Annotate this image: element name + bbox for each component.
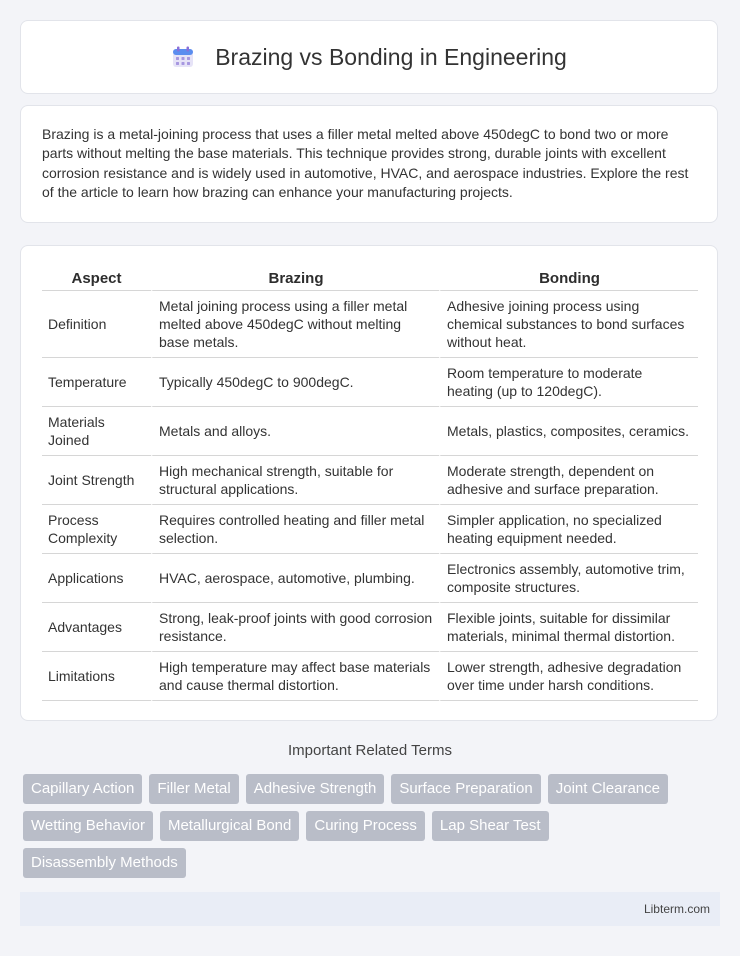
cell-aspect: Temperature [42, 358, 151, 407]
cell-brazing: High temperature may affect base materials and cause thermal distortion. [151, 652, 439, 701]
cell-brazing: High mechanical strength, suitable for structural applications. [151, 456, 439, 505]
table-header-row [42, 266, 698, 291]
related-terms-title: Important Related Terms [288, 742, 452, 759]
cell-bonding: Moderate strength, dependent on adhesive and surface preparation. [439, 456, 698, 505]
calendar-icon [171, 45, 195, 69]
cell-brazing: Metals and alloys. [151, 407, 439, 456]
cell-bonding: Electronics assembly, automotive trim, composite structures. [439, 554, 698, 603]
cell-aspect: Limitations [42, 652, 151, 701]
header-card [20, 20, 718, 94]
table-row [42, 358, 698, 407]
cell-bonding: Simpler application, no specialized heating equipment needed. [439, 505, 698, 554]
cell-aspect: Joint Strength [42, 456, 151, 505]
cell-bonding: Adhesive joining process using chemical substances to bond surfaces without heat. [439, 291, 698, 358]
cell-aspect: Definition [42, 291, 151, 358]
cell-bonding: Metals, plastics, composites, ceramics. [439, 407, 698, 456]
cell-bonding: Room temperature to moderate heating (up to 120degC). [439, 358, 698, 407]
cell-aspect: Materials Joined [42, 407, 151, 456]
page-title: Brazing vs Bonding in Engineering [215, 43, 567, 70]
footer [20, 892, 720, 926]
table-row [42, 603, 698, 652]
cell-bonding: Lower strength, adhesive degradation over time under harsh conditions. [439, 652, 698, 701]
cell-brazing: Typically 450degC to 900degC. [151, 358, 439, 407]
tag-lap-shear-test[interactable]: Lap Shear Test [432, 811, 549, 841]
cell-bonding: Flexible joints, suitable for dissimilar materials, minimal thermal distortion. [439, 603, 698, 652]
cell-aspect: Process Complexity [42, 505, 151, 554]
header-aspect: Aspect [42, 266, 151, 291]
cell-aspect: Applications [42, 554, 151, 603]
cell-brazing: Metal joining process using a filler metal melted above 450degC without melting base metals. [151, 291, 439, 358]
table-row [42, 554, 698, 603]
tag-adhesive-strength[interactable]: Adhesive Strength [246, 774, 385, 804]
intro-card [20, 105, 718, 223]
table-row [42, 505, 698, 554]
tag-joint-clearance[interactable]: Joint Clearance [548, 774, 668, 804]
tag-disassembly-methods[interactable]: Disassembly Methods [23, 848, 186, 878]
intro-text: Brazing is a metal-joining process that uses a filler metal melted above 450degC to bond two or more parts without melting the base materials. This technique provides strong, durable joints with excellent corrosion resistance and is widely used in automotive, HVAC, and aerospace industries. Explore the rest of the article to learn how brazing can enhance your manufacturing projects. [42, 126, 689, 201]
comparison-card [20, 245, 718, 721]
header-bonding: Bonding [439, 266, 698, 291]
header-brazing: Brazing [151, 266, 439, 291]
tag-curing-process[interactable]: Curing Process [306, 811, 425, 841]
tag-capillary-action[interactable]: Capillary Action [23, 774, 142, 804]
related-terms-list [23, 774, 723, 885]
table-row [42, 291, 698, 358]
tag-metallurgical-bond[interactable]: Metallurgical Bond [160, 811, 299, 841]
table-row [42, 652, 698, 701]
tag-filler-metal[interactable]: Filler Metal [149, 774, 238, 804]
cell-brazing: Requires controlled heating and filler metal selection. [151, 505, 439, 554]
cell-brazing: HVAC, aerospace, automotive, plumbing. [151, 554, 439, 603]
cell-aspect: Advantages [42, 603, 151, 652]
tag-surface-preparation[interactable]: Surface Preparation [391, 774, 540, 804]
tag-wetting-behavior[interactable]: Wetting Behavior [23, 811, 153, 841]
comparison-table [42, 266, 698, 701]
footer-site-link[interactable]: Libterm.com [643, 902, 710, 916]
table-row [42, 407, 698, 456]
table-row [42, 456, 698, 505]
header-inner [171, 44, 567, 71]
cell-brazing: Strong, leak-proof joints with good corrosion resistance. [151, 603, 439, 652]
